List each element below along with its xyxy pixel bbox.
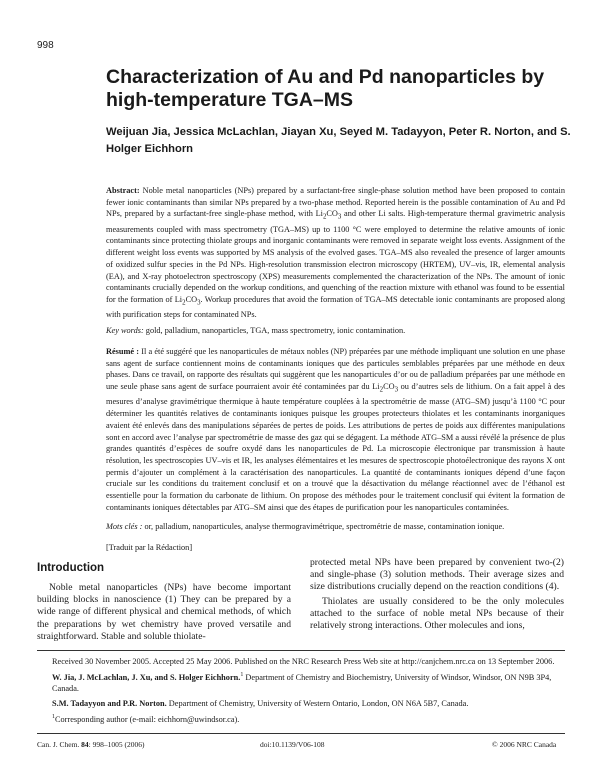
subscript: 2: [379, 386, 384, 394]
abstract-label: Abstract:: [106, 186, 140, 195]
doi: doi:10.1139/V06-108: [260, 740, 325, 749]
introduction-right-column: [310, 557, 564, 632]
footnote-divider: [37, 650, 565, 651]
affiliation-names: W. Jia, J. McLachlan, J. Xu, and S. Holger Eichhorn.: [52, 673, 241, 683]
abstract-text: and other Li salts. High-temperature thermal gravimetric analysis measurements coupled with mass spectrometry (TGA–MS) up to 1100 °C were employed to determine the relative amounts of ionic contaminants since protecting thiolate groups and inorganic contaminants were removed in separate weight loss events. Assignment of the different weight loss events was supported by MS analysis of the evolved gases. TGA–MS also revealed the presence of larger amounts of oxidized sulfur species in the Pd NPs. High-resolution transmission electron microscopy (HRTEM), UV–vis, IR, elemental analysis (EA), and X-ray photoelectron spectroscopy (XPS) measurements complemented the characterization of the NPs. The amount of ionic contaminants crucially depended on the workup conditions, and quenching of the reaction mixture with ethanol was found to be essential for the formation of Li: [106, 209, 565, 304]
affiliation-names: S.M. Tadayyon and P.R. Norton.: [52, 698, 167, 708]
introduction-heading: Introduction: [37, 562, 105, 574]
subscript: 3: [337, 214, 342, 222]
affiliation-text: Department of Chemistry and Biochemistry, University of Windsor, Windsor, ON N9B 3P4, Canada.: [52, 673, 552, 694]
journal-pages: : 998–1005 (2006): [88, 740, 145, 749]
journal-volume: 84: [81, 740, 89, 749]
subscript: 3: [197, 299, 201, 307]
keywords: [106, 325, 565, 337]
abstract-text: CO: [185, 294, 198, 304]
resume-label: Résumé :: [106, 347, 140, 356]
article-title: Characterization of Au and Pd nanoparticles by high-temperature TGA–MS: [106, 66, 545, 111]
affiliation-text: Department of Chemistry, University of Western Ontario, London, ON N6A 5B7, Canada.: [166, 698, 469, 708]
mots-cles: [106, 521, 565, 533]
resume: [106, 346, 565, 514]
resume-text: CO: [383, 382, 395, 392]
footnote-mark: 1: [240, 672, 244, 679]
introduction-left-column: Noble metal nanoparticles (NPs) have become important building blocks in nanoscience (1) They can be prepared by a wide range of different physical and chemical methods, of which the preparations by wet chemistry have proved versatile and straightforward. Stable and soluble thiolate-: [37, 582, 291, 642]
subscript: 2: [182, 299, 186, 307]
footnotes: [52, 656, 565, 728]
abstract-text: . Workup procedures that avoid the formation of TGA–MS detectable ionic contaminants are proposed along with purification steps for contaminated NPs.: [106, 294, 565, 320]
subscript: 3: [394, 386, 399, 394]
keywords-label: Key words:: [106, 326, 144, 335]
resume-text: Il a été suggéré que les nanoparticules de métaux nobles (NP) préparées par une méthode impliquant une solution en une phase sans agent de surface contiennent moins de contaminants ioniques que des particules semblables préparées par une méthode en deux phases. Dans ce travail, on rapporte des résultats qui suggèrent que les nanoparticules d’or ou de palladium préparées par une méthode en une seule phase sans agent de surface pourraient avoir été contaminées par du Li: [106, 347, 565, 392]
footer-divider: [37, 733, 565, 734]
keywords-text: gold, palladium, nanoparticles, TGA, mass spectrometry, ionic contamination.: [143, 326, 406, 335]
resume-text: ou d’autres sels de lithium. On a fait appel à des mesures d’analyse gravimétrique thermique à haute température couplées à la spectrométrie de masse (ATG–SM) jusqu’à 1100 °C pour déterminer les quantités relatives de contaminants ioniques puisque les groupes protecteurs thiolates et les contaminants inorganiques avaient été enlevés dans des manipulations séparées de pertes de poids. Les attributions de pertes de poids aux différentes manipulations sont en accord avec l’analyse par spectrométrie de masse des gaz qui se dégagent. La méthode ATG–SM a aussi révélé la présence de plus grandes quantités d’espèces de soufre oxydé dans les nanoparticules de Pd. La microscopie électronique par transmission à haute résolution, les spectroscopies UV–vis et IR, les analyses élémentaires et les mesures de spectroscopie photoélectronique des rayons X ont permis d’ajouter un complément à la caractérisation des nanoparticules. La quantité de contaminants ioniques dépend d’une façon cruciale sur les conditions du traitement conclusif et on a trouvé que la désactivation du mélange réactionnel avec de l’éthanol est essentielle pour la formation du carbonate de lithium. On propose des méthodes pour le traitement conclusif qui évitent la formation de contaminants ioniques détectables par ATG–SM ainsi que des étapes de purification pour les nanoparticules contaminées.: [106, 382, 566, 512]
journal-citation: [37, 740, 145, 749]
footnote-mark: 1: [52, 713, 55, 720]
abstract: [106, 185, 565, 321]
affiliation-1: [52, 670, 565, 694]
mots-cles-label: Mots clés :: [106, 522, 143, 531]
corresponding-text: Corresponding author (e-mail: eichhorn@uwindsor.ca).: [55, 714, 240, 724]
paragraph: protected metal NPs have been prepared by convenient two-(2) and single-phase (3) solution methods. Their average sizes and size distributions crucially depend on the reaction conditions (4).: [310, 557, 564, 593]
journal-name: Can. J. Chem.: [37, 740, 80, 749]
copyright: © 2006 NRC Canada: [492, 740, 557, 749]
page-number: 998: [37, 40, 54, 51]
abstract-text: Noble metal nanoparticles (NPs) prepared by a surfactant-free single-phase solution method have been proposed to contain fewer ionic contaminants than similar NPs prepared by a two-phase method. Reported herein is the possible contamination of Au and Pd NPs, prepared by a surfactant-free single-phase method, with Li: [106, 186, 565, 219]
affiliation-2: [52, 698, 565, 709]
mots-cles-text: or, palladium, nanoparticules, analyse thermogravimétrique, spectrométrie de masse, contamination ionique.: [142, 522, 505, 531]
subscript: 2: [322, 214, 327, 222]
paragraph: Thiolates are usually considered to be the only molecules attached to the surface of noble metal NPs because of their relatively strong interactions. Other molecules and ions,: [310, 595, 564, 632]
corresponding-author: [52, 712, 565, 725]
author-list: Weijuan Jia, Jessica McLachlan, Jiayan Xu, Seyed M. Tadayyon, Peter R. Norton, and S. Holger Eichhorn: [106, 126, 571, 155]
translation-note: [Traduit par la Rédaction]: [106, 543, 193, 552]
received-note: Received 30 November 2005. Accepted 25 May 2006. Published on the NRC Research Press Web site at http://canjchem.nrc.ca on 13 September 2006.: [52, 657, 555, 666]
abstract-text: CO: [326, 209, 338, 219]
